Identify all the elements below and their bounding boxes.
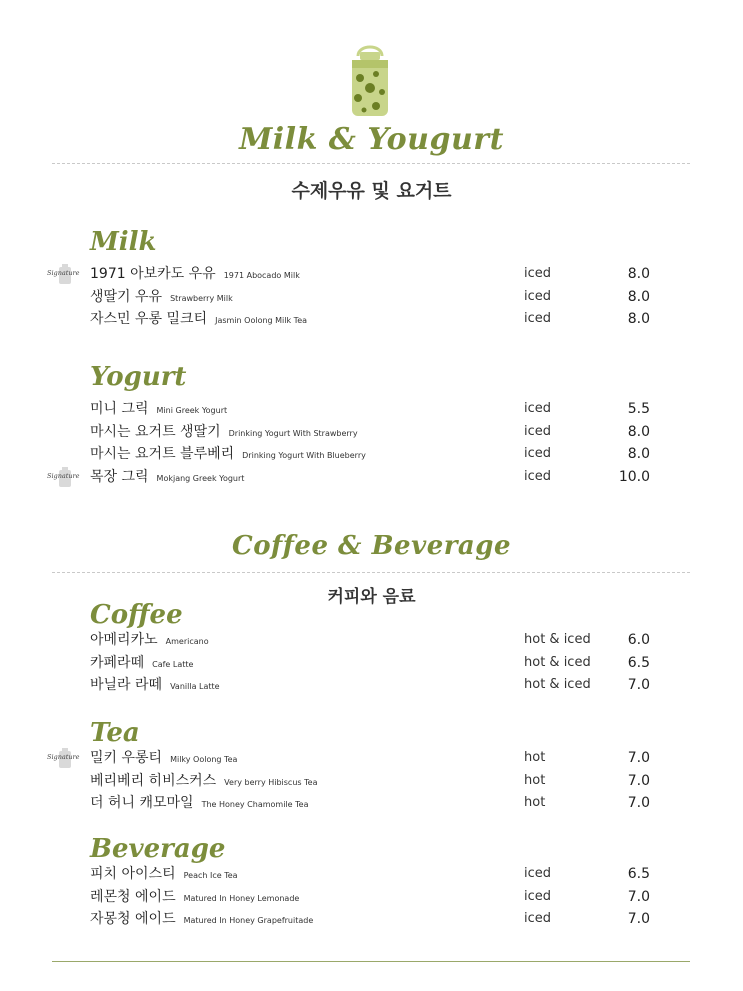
- item-price: 6.0: [627, 632, 650, 648]
- item-temperature: hot & iced: [524, 677, 591, 693]
- item-name: 자몽청 에이드 Matured In Honey Grapefruitade: [90, 911, 314, 928]
- item-english-name: Strawberry Milk: [170, 293, 233, 303]
- item-temperature: iced: [524, 423, 552, 439]
- menu-item: [0, 308, 743, 330]
- item-english-name: Vanilla Latte: [170, 682, 220, 692]
- item-name: 미니 그릭 Mini Greek Yogurt: [90, 401, 228, 417]
- section-subtitle: 커피와 음료: [327, 587, 416, 607]
- page-subtitle: 수제우유 및 요거트: [291, 180, 452, 202]
- item-price: 6.5: [627, 866, 650, 882]
- item-name: 바닐라 라떼 Vanilla Latte: [90, 677, 220, 694]
- item-temperature: iced: [524, 401, 552, 416]
- item-english-name: Americano: [165, 637, 209, 646]
- category-title-beverage: Beverage: [90, 834, 226, 864]
- item-english-name: Cafe Latte: [152, 659, 194, 669]
- divider: [52, 572, 690, 573]
- item-name: 마시는 요거트 블루베리 Drinking Yogurt With Blueberry: [90, 446, 366, 463]
- menu-item: [0, 863, 743, 885]
- item-temperature: hot: [524, 750, 546, 765]
- item-price: 7.0: [627, 911, 650, 928]
- menu-item: [0, 629, 743, 651]
- item-name: 마시는 요거트 생딸기 Drinking Yogurt With Strawberry: [90, 423, 358, 440]
- item-name: 밀키 우롱티 Milky Oolong Tea: [90, 750, 238, 766]
- item-price: 7.0: [627, 772, 650, 789]
- item-name: 아메리카노 Americano: [90, 632, 209, 648]
- menu-item: [0, 443, 743, 465]
- menu-item: [0, 398, 743, 420]
- item-price: 7.0: [627, 750, 650, 766]
- item-price: 7.0: [627, 795, 650, 812]
- item-english-name: Matured In Honey Grapefruitade: [183, 916, 314, 926]
- category-title-coffee: Coffee: [90, 600, 183, 630]
- category-title-tea: Tea: [90, 718, 140, 748]
- item-english-name: Drinking Yogurt With Strawberry: [228, 428, 358, 438]
- item-name: 1971 아보카도 우유 1971 Abocado Milk: [90, 266, 300, 282]
- signature-badge: [47, 747, 89, 769]
- menu-item: [0, 263, 743, 285]
- footer-line: [52, 961, 690, 962]
- divider: [52, 163, 690, 164]
- item-temperature: iced: [524, 288, 552, 304]
- item-price: 7.0: [627, 888, 650, 905]
- item-temperature: hot: [524, 795, 546, 811]
- item-temperature: hot & iced: [524, 632, 591, 647]
- item-temperature: iced: [524, 866, 552, 881]
- item-name: 베리베리 히비스커스 Very berry Hibiscus Tea: [90, 772, 318, 789]
- item-temperature: hot & iced: [524, 654, 591, 670]
- item-price: 8.0: [627, 446, 650, 463]
- signature-badge: [47, 466, 89, 488]
- signature-badge: [47, 263, 89, 285]
- signature-label: Signature: [47, 753, 80, 761]
- menu-item: [0, 421, 743, 443]
- item-name: 목장 그릭 Mokjang Greek Yogurt: [90, 468, 245, 485]
- item-english-name: The Honey Chamomile Tea: [201, 800, 309, 810]
- item-english-name: Peach Ice Tea: [183, 871, 238, 880]
- milk-jar-icon: [346, 42, 394, 118]
- item-name: 더 허니 캐모마일 The Honey Chamomile Tea: [90, 795, 309, 812]
- item-price: 7.0: [627, 677, 650, 694]
- item-english-name: Drinking Yogurt With Blueberry: [242, 451, 366, 461]
- menu-item: [0, 747, 743, 769]
- menu-item: [0, 886, 743, 908]
- item-temperature: iced: [524, 911, 552, 927]
- category-title-milk: Milk: [90, 227, 157, 257]
- section-title: Coffee & Beverage: [232, 531, 511, 561]
- item-temperature: hot: [524, 772, 546, 788]
- menu-item: [0, 792, 743, 814]
- item-name: 자스민 우롱 밀크티 Jasmin Oolong Milk Tea: [90, 311, 308, 328]
- item-name: 카페라떼 Cafe Latte: [90, 654, 194, 671]
- item-name: 생딸기 우유 Strawberry Milk: [90, 288, 233, 305]
- menu-item: [0, 770, 743, 792]
- item-english-name: Mokjang Greek Yogurt: [156, 473, 245, 483]
- item-price: 10.0: [618, 468, 650, 485]
- item-english-name: Milky Oolong Tea: [170, 755, 238, 764]
- menu-item: [0, 908, 743, 930]
- signature-label: Signature: [47, 471, 80, 480]
- item-price: 8.0: [627, 423, 650, 440]
- item-price: 8.0: [627, 288, 650, 305]
- menu-item: [0, 674, 743, 696]
- item-english-name: Very berry Hibiscus Tea: [224, 777, 318, 787]
- item-english-name: Mini Greek Yogurt: [156, 406, 228, 415]
- item-english-name: Matured In Honey Lemonade: [183, 893, 300, 903]
- item-price: 8.0: [627, 266, 650, 282]
- item-temperature: iced: [524, 888, 552, 904]
- item-english-name: 1971 Abocado Milk: [223, 271, 300, 280]
- item-name: 레몬청 에이드 Matured In Honey Lemonade: [90, 888, 300, 905]
- menu-item: [0, 286, 743, 308]
- item-temperature: iced: [524, 266, 552, 281]
- item-name: 피치 아이스티 Peach Ice Tea: [90, 866, 238, 882]
- page-title: Milk & Yougurt: [239, 122, 504, 157]
- item-price: 5.5: [627, 401, 650, 417]
- item-temperature: iced: [524, 468, 552, 484]
- item-price: 6.5: [627, 654, 650, 671]
- item-price: 8.0: [627, 311, 650, 328]
- category-title-yogurt: Yogurt: [90, 362, 187, 392]
- item-temperature: iced: [524, 311, 552, 327]
- item-english-name: Jasmin Oolong Milk Tea: [215, 316, 308, 326]
- menu-item: [0, 466, 743, 488]
- item-temperature: iced: [524, 446, 552, 462]
- signature-label: Signature: [47, 269, 80, 277]
- menu-item: [0, 652, 743, 674]
